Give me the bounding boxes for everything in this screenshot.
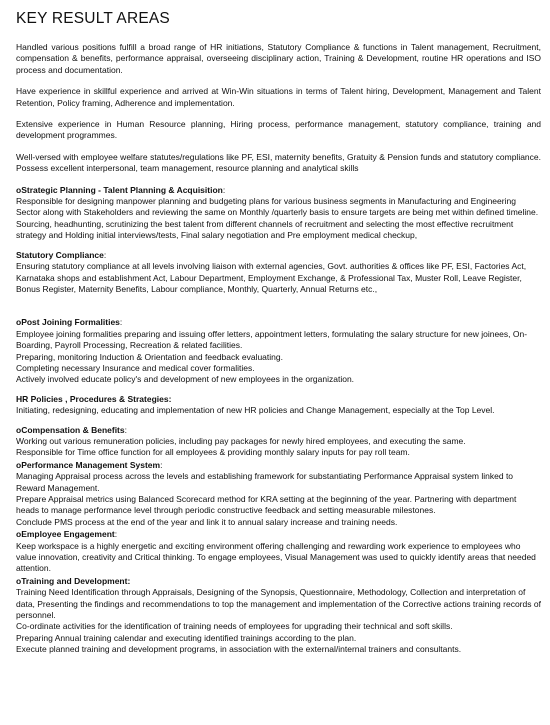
section-line: Preparing, monitoring Induction & Orientation and feedback evaluating.: [16, 351, 283, 362]
section-heading: oCompensation & Benefits: [16, 424, 125, 435]
section-line: Preparing Annual training calendar and executing identified trainings according to the plan.: [16, 632, 357, 643]
section-line: Actively involved educate policy's and development of new employees in the organization.: [16, 374, 355, 385]
section-line: Ensuring statutory compliance at all levels involving liaison with external agencies, Govt. authorities & offices like PF, ESI, Factories Act, Karnataka shops and establishment Act, Labour Department, Employment Exchange, & Professional Tax, Muster Roll, Leave Register, Bonus Register, Maternity Benefits, Labour compliance, Monthly, Quarterly, Annual Returns etc.,: [16, 261, 527, 294]
section-line: Training Need Identification through Appraisals, Designing of the Synopsis, Questionnaire, Methodology, Collection and interpretation of data, Presenting the findings and recommendations to top the management and implementation of the Corrective actions training records of personnel.: [16, 587, 541, 621]
section-line: Completing necessary Insurance and medical cover formalities.: [16, 362, 255, 373]
page-title: KEY RESULT AREAS: [16, 10, 170, 27]
section-line: Co-ordinate activities for the identification of training needs of employees for upgrading their technical and soft skills.: [16, 621, 453, 632]
section-line: Initiating, redesigning, educating and implementation of new HR policies and Change Management, especially at the Top Level.: [16, 405, 495, 416]
section-training-development: [16, 576, 541, 656]
section-performance-management: [16, 460, 541, 528]
section-heading: oPerformance Management System: [16, 459, 161, 470]
section-employee-engagement: [16, 529, 541, 575]
section-heading: oPost Joining Formalities: [16, 317, 120, 328]
section-heading: HR Policies , Procedures & Strategies:: [16, 393, 172, 404]
summary-paragraph-3: Extensive experience in Human Resource planning, Hiring process, performance management, statutory compliance, training and development programmes.: [16, 119, 541, 141]
section-hr-policies: [16, 394, 541, 417]
heading-suffix: :: [103, 249, 107, 260]
heading-suffix: :: [124, 424, 127, 435]
section-line: Responsible for Time office function for all employees & providing monthly salary inputs for pay roll team.: [16, 447, 410, 458]
section-heading: oStrategic Planning - Talent Planning & Acquisition: [16, 184, 223, 195]
section-line: Sourcing, headhunting, scrutinizing the best talent from different channels of recruitment and selecting the most effective recruitment strategy and Holding initial interviews/tests, Final salary negotiation and Pre employment medical checkup,: [16, 218, 514, 241]
section-statutory-compliance: [16, 250, 541, 296]
heading-suffix: :: [222, 184, 226, 195]
section-heading: oEmployee Engagement: [16, 529, 115, 540]
section-heading: oTraining and Development:: [16, 575, 131, 586]
section-heading: Statutory Compliance: [16, 249, 104, 260]
section-post-joining: [16, 317, 541, 385]
summary-paragraph-2: Have experience in skillful experience and arrived at Win-Win situations in terms of Talent hiring, Development, Management and Talent Retention, Policy framing, Adherence and implementation.: [16, 86, 541, 108]
section-line: Conclude PMS process at the end of the year and link it to annual salary increase and training needs.: [16, 516, 398, 527]
summary-paragraph-4: Well-versed with employee welfare statutes/regulations like PF, ESI, maternity benefits, Gratuity & Pension funds and statutory compliance. Possess excellent interpersonal, team management, resource planning and analytical skills: [16, 151, 541, 174]
heading-suffix: :: [119, 317, 123, 328]
section-line: Responsible for designing manpower planning and budgeting plans for various business segments in Manufacturing and Engineering Sector along with Stakeholders and reviewing the same on Monthly /quarterly basis to ensure targets are being met within defined timeline.: [16, 196, 539, 218]
section-line: Prepare Appraisal metrics using Balanced Scorecard method for KRA setting at the beginning of the year. Partnering with department heads to manage performance level through periodic constructive feedback and setting measurable milestones.: [16, 494, 517, 516]
section-line: Execute planned training and development programs, in association with the external/internal trainers and consultants.: [16, 644, 462, 655]
section-line: Managing Appraisal process across the levels and establishing framework for substantiating Performance Appraisal system linked to Reward Management.: [16, 471, 514, 493]
section-line: Working out various remuneration policies, including pay packages for newly hired employees, and executing the same.: [16, 435, 466, 446]
heading-suffix: :: [160, 459, 163, 470]
section-line: Employee joining formalities preparing and issuing offer letters, appointment letters, formulating the salary structure for new joinees, On-Boarding, Payroll Processing, Recreation & related facilities.: [16, 328, 528, 351]
summary-paragraph-1: Handled various positions fulfill a broad range of HR initiations, Statutory Compliance & functions in Talent management, Recruitment, compensation & benefits, performance appraisal, overseeing disciplinary action, Training & Development, routine HR operations and ISO process and documentation.: [16, 42, 541, 75]
heading-suffix: :: [114, 529, 118, 540]
section-line: Keep workspace is a highly energetic and exciting environment offering challenging and rewarding work experience to employees who value innovation, creativity and Critical thinking. To engage employees, Visual Management was used to quickly identify areas that needed attention.: [16, 540, 536, 574]
section-strategic-planning: [16, 185, 541, 242]
section-compensation-benefits: [16, 425, 541, 459]
